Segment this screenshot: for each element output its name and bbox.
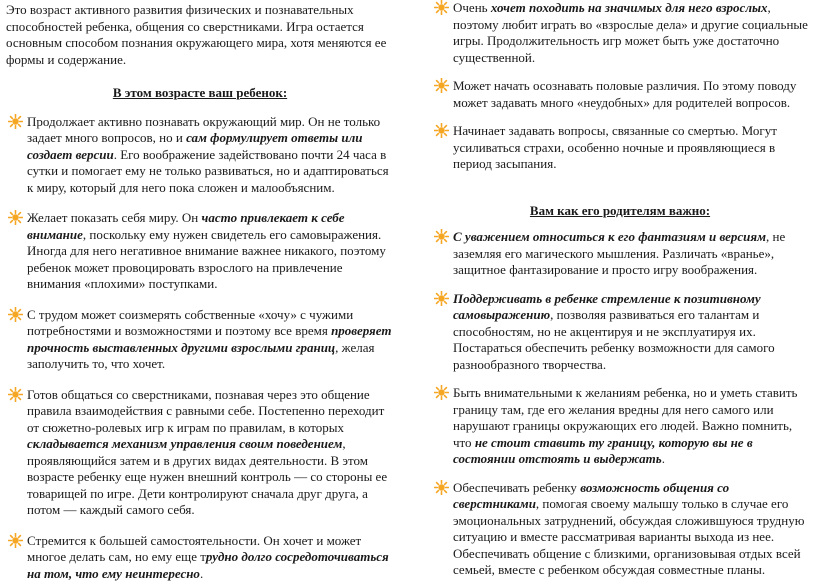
body-text: Может начать осознавать половые различия. По этому поводу может задавать много «неудобных» для родителей вопросов.: [453, 78, 796, 110]
sun-icon: [8, 307, 23, 322]
list-item-text: [453, 0, 808, 65]
body-text: .: [200, 566, 203, 581]
list-item: [432, 385, 808, 468]
list-item-text: [453, 123, 777, 171]
list-item: [6, 307, 394, 373]
emphasis-text: возможность общения со сверстниками: [453, 480, 729, 512]
list-item-text: [27, 210, 386, 291]
body-text: Очень: [453, 0, 491, 15]
body-text: , поскольку ему нужен свидетель его самовыражения. Иногда для него негативное внимание важнее никакого, поэтому ребенок может провоцировать взрослого на привлечение внимания «плохими» поступками.: [27, 227, 386, 292]
emphasis-text: С уважением относиться к его фантазиям и версиям: [453, 229, 766, 244]
list-item: [6, 114, 394, 197]
list-item: [6, 533, 394, 582]
sun-icon: [434, 123, 449, 138]
body-text: .: [662, 451, 665, 466]
sun-icon: [8, 114, 23, 129]
body-text: С трудом может соизмерять собственные «хочу» с чужими потребностями и возможностями и поэтому все время: [27, 307, 353, 339]
sun-icon: [434, 385, 449, 400]
body-text: Желает показать себя миру. Он: [27, 210, 202, 225]
body-text: Продолжает активно познавать окружающий мир. Он не только задает много вопросов, но и: [27, 114, 380, 146]
sun-icon: [8, 210, 23, 225]
sun-icon: [434, 291, 449, 306]
body-text: , позволяя развиваться его талантам и способностям, но не акцентируя и не эксплуатируя их. Постараться обеспечить ребенку возможности для самого разнообразного творчества.: [453, 307, 775, 372]
list-item-text: [453, 229, 785, 277]
list-item: [432, 0, 808, 66]
intro-paragraph: Это возраст активного развития физических и познавательных способностей ребенка, общения со сверстниками. Игра остается основным способом познания окружающего мира, хотя меняются ее формы и содержание.: [6, 0, 394, 68]
list-item: [432, 480, 808, 579]
section-heading-parents: Вам как его родителям важно:: [432, 203, 808, 220]
body-text: Быть внимательными к желаниям ребенка, но и уметь ставить границу там, где его желания вредны для него самого или нарушают границы окружающих его людей. Важно помнить, что: [453, 385, 797, 450]
list-item-text: [453, 480, 804, 578]
list-item-text: [27, 114, 389, 195]
sun-icon: [8, 387, 23, 402]
list-item: [432, 229, 808, 279]
emphasis-text: проверяет прочность выставленных другими взрослыми границ: [27, 323, 391, 355]
list-item: [6, 387, 394, 519]
emphasis-text: складывается механизм управления своим поведением: [27, 436, 342, 451]
list-item: [6, 210, 394, 293]
right-column: [432, 0, 808, 579]
sun-icon: [434, 480, 449, 495]
list-item: [432, 291, 808, 374]
list-item-text: [453, 78, 796, 110]
emphasis-text: сам формулирует ответы или создает версии: [27, 130, 363, 162]
emphasis-text: хочет походить на значимых для него взрослых: [491, 0, 768, 15]
list-item-text: [453, 291, 775, 372]
left-column: [6, 0, 394, 582]
list-item-text: [453, 385, 797, 466]
body-text: , не заземляя его магического мышления. Различать «вранье», защитное фантазирование и просто игру воображения.: [453, 229, 785, 277]
body-text: , желая заполучить то, что хочет.: [27, 340, 375, 372]
emphasis-text: Поддерживать в ребенке стремление к позитивному самовыражению: [453, 291, 761, 323]
emphasis-text: часто привлекает к себе внимание: [27, 210, 345, 242]
emphasis-text: не стоит ставить ту границу, которую вы не в состоянии отстоять и выдержать: [453, 435, 753, 467]
sun-icon: [434, 78, 449, 93]
emphasis-text: рудно долго сосредоточиваться на том, что ему неинтересно: [27, 549, 389, 581]
body-text: Обеспечивать ребенку: [453, 480, 580, 495]
sun-icon: [434, 0, 449, 15]
body-text: Стремится к большей самостоятельности. Он хочет и может многое делать сам, но ему еще т: [27, 533, 361, 565]
section-heading-child: В этом возрасте ваш ребенок:: [6, 85, 394, 102]
body-text: . Его воображение задействовано почти 24 часа в сутки и помогает ему не только развиваться, но и адаптироваться к миру, который для него пока сложен и малообъясним.: [27, 147, 389, 195]
list-item-text: [27, 307, 391, 372]
list-item: [432, 78, 808, 111]
list-item-text: [27, 533, 389, 581]
sun-icon: [8, 533, 23, 548]
list-item: [432, 123, 808, 173]
list-item-text: [27, 387, 387, 518]
body-text: , поэтому любит играть во «взрослые дела» и другие социальные игры. Продолжительность игр может быть уже достаточно существенной.: [453, 0, 808, 65]
body-text: , помогая своему малышу только в случае его эмоциональных затруднений, обсуждая сложившуюся трудную ситуацию и вместе рассматривая варианты выхода из нее. Обеспечивать общение с близкими, организовывая отдых всей семьей, вместе с ребенком обсуждая совместные планы.: [453, 496, 804, 577]
body-text: Начинает задавать вопросы, связанные со смертью. Могут усиливаться страхи, особенно ночные и проявляющиеся в период засыпания.: [453, 123, 777, 171]
sun-icon: [434, 229, 449, 244]
body-text: Готов общаться со сверстниками, познавая через это общение правила взаимодействия с равными себе. Постепенно переходит от сюжетно-ролевых игр к играм по правилам, в которых: [27, 387, 384, 435]
body-text: , проявляющийся затем и в других видах деятельности. В этом возрасте ребенку еще нужен внешний контроль — со стороны ее товарищей по игре. Дети контролируют сначала друг друга, а потом — каждый самого себя.: [27, 436, 387, 517]
